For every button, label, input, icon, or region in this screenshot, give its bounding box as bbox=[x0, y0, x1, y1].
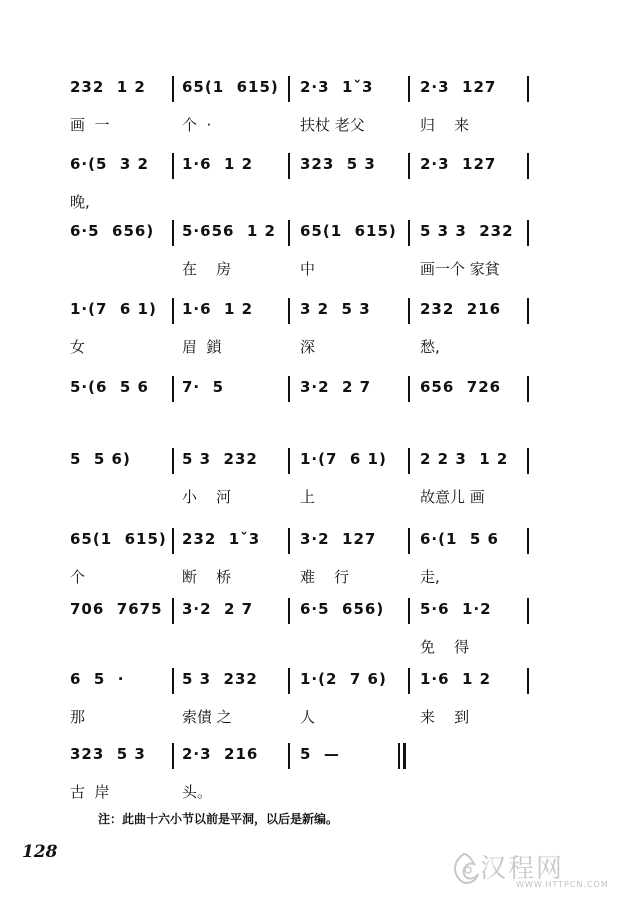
bar-line bbox=[288, 76, 290, 102]
lyric-text: 画一个 家貧 bbox=[420, 260, 500, 278]
measure-notes: 5·(6 5 6 bbox=[70, 378, 149, 396]
measure-notes: 5 — bbox=[300, 745, 340, 763]
lyric-text: 小 河 bbox=[182, 488, 232, 506]
bar-line bbox=[172, 376, 174, 402]
score-system bbox=[0, 530, 630, 610]
measure-notes: 6·5 656) bbox=[70, 222, 155, 240]
lyric-text: 走, bbox=[420, 568, 440, 586]
lyric-text: 索債 之 bbox=[182, 708, 232, 726]
bar-line bbox=[408, 598, 410, 624]
bar-line bbox=[527, 220, 529, 246]
measure-notes: 3 2 5 3 bbox=[300, 300, 371, 318]
bar-line bbox=[172, 76, 174, 102]
measure-notes: 656 726 bbox=[420, 378, 502, 396]
bar-line bbox=[288, 153, 290, 179]
bar-line bbox=[408, 376, 410, 402]
bar-line bbox=[408, 153, 410, 179]
final-bar-line bbox=[403, 743, 406, 769]
bar-line bbox=[288, 376, 290, 402]
lyric-text: 上 bbox=[300, 488, 316, 506]
measure-notes: 2·3 127 bbox=[420, 155, 497, 173]
measure-notes: 232 216 bbox=[420, 300, 502, 318]
bar-line bbox=[527, 376, 529, 402]
measure-notes: 3·2 2 7 bbox=[182, 600, 254, 618]
lyric-text: 人 bbox=[300, 708, 316, 726]
measure-notes: 6·(1 5 6 bbox=[420, 530, 499, 548]
measure-notes: 5·6 1·2 bbox=[420, 600, 492, 618]
lyric-text: 在 房 bbox=[182, 260, 232, 278]
bar-line bbox=[172, 153, 174, 179]
lyric-text: 中 bbox=[300, 260, 316, 278]
measure-notes: 706 7675 bbox=[70, 600, 163, 618]
bar-line bbox=[408, 448, 410, 474]
score-system bbox=[0, 600, 630, 680]
bar-line bbox=[288, 743, 290, 769]
lyric-text: 断 桥 bbox=[182, 568, 232, 586]
measure-notes: 1·6 1 2 bbox=[182, 155, 254, 173]
score-system bbox=[0, 670, 630, 750]
score-system bbox=[0, 222, 630, 302]
bar-line bbox=[408, 76, 410, 102]
lyric-text: 免 得 bbox=[420, 638, 470, 656]
measure-notes: 7· 5 bbox=[182, 378, 225, 396]
lyric-text: 那 bbox=[70, 708, 86, 726]
bar-line bbox=[408, 298, 410, 324]
bar-line bbox=[172, 598, 174, 624]
measure-notes: 5·656 1 2 bbox=[182, 222, 276, 240]
measure-notes: 6 5 · bbox=[70, 670, 125, 688]
measure-notes: 3·2 127 bbox=[300, 530, 377, 548]
measure-notes: 323 5 3 bbox=[300, 155, 376, 173]
footnote: 注：此曲十六小节以前是平洞，以后是新编。 bbox=[98, 812, 339, 826]
score-system bbox=[0, 300, 630, 380]
score-system bbox=[0, 450, 630, 530]
measure-notes: 2·3 1ˇ3 bbox=[300, 78, 374, 96]
bar-line bbox=[527, 528, 529, 554]
measure-notes: 232 1ˇ3 bbox=[182, 530, 261, 548]
bar-line bbox=[527, 153, 529, 179]
lyric-text: 画 一 bbox=[70, 116, 110, 134]
lyric-text: 归 来 bbox=[420, 116, 470, 134]
measure-notes: 6·5 656) bbox=[300, 600, 385, 618]
watermark-logo-icon bbox=[446, 850, 482, 890]
lyric-text: 愁, bbox=[420, 338, 440, 356]
bar-line bbox=[398, 743, 400, 769]
bar-line bbox=[172, 298, 174, 324]
lyric-text: 扶杖 老父 bbox=[300, 116, 365, 134]
watermark-url: WWW.HTTPCN.COM bbox=[516, 880, 609, 889]
bar-line bbox=[527, 448, 529, 474]
lyric-text: 深 bbox=[300, 338, 316, 356]
measure-notes: 2·3 216 bbox=[182, 745, 259, 763]
measure-notes: 65(1 615) bbox=[300, 222, 397, 240]
measure-notes: 5 3 232 bbox=[182, 450, 258, 468]
watermark-text: 汉程网 bbox=[480, 854, 565, 884]
bar-line bbox=[408, 528, 410, 554]
bar-line bbox=[527, 598, 529, 624]
lyric-text: 头。 bbox=[182, 783, 213, 801]
measure-notes: 5 3 3 232 bbox=[420, 222, 514, 240]
measure-notes: 3·2 2 7 bbox=[300, 378, 372, 396]
bar-line bbox=[527, 76, 529, 102]
bar-line bbox=[172, 668, 174, 694]
measure-notes: 1·6 1 2 bbox=[420, 670, 492, 688]
lyric-text: 故意儿 画 bbox=[420, 488, 485, 506]
lyric-text: 晚, bbox=[70, 193, 90, 211]
bar-line bbox=[527, 668, 529, 694]
bar-line bbox=[288, 448, 290, 474]
bar-line bbox=[288, 668, 290, 694]
measure-notes: 1·(2 7 6) bbox=[300, 670, 387, 688]
score-system bbox=[0, 78, 630, 158]
lyric-text: 眉 鎖 bbox=[182, 338, 222, 356]
measure-notes: 2·3 127 bbox=[420, 78, 497, 96]
bar-line bbox=[408, 668, 410, 694]
lyric-text: 个 bbox=[70, 568, 86, 586]
measure-notes: 232 1 2 bbox=[70, 78, 146, 96]
bar-line bbox=[288, 298, 290, 324]
measure-notes: 1·(7 6 1) bbox=[70, 300, 157, 318]
measure-notes: 65(1 615) bbox=[70, 530, 167, 548]
measure-notes: 6·(5 3 2 bbox=[70, 155, 149, 173]
bar-line bbox=[172, 448, 174, 474]
bar-line bbox=[288, 220, 290, 246]
lyric-text: 来 到 bbox=[420, 708, 470, 726]
lyric-text: 难 行 bbox=[300, 568, 350, 586]
measure-notes: 5 5 6) bbox=[70, 450, 131, 468]
lyric-text: 女 bbox=[70, 338, 86, 356]
measure-notes: 1·(7 6 1) bbox=[300, 450, 387, 468]
bar-line bbox=[288, 598, 290, 624]
measure-notes: 323 5 3 bbox=[70, 745, 146, 763]
bar-line bbox=[172, 220, 174, 246]
measure-notes: 5 3 232 bbox=[182, 670, 258, 688]
bar-line bbox=[408, 220, 410, 246]
score-system bbox=[0, 378, 630, 458]
measure-notes: 2 2 3 1 2 bbox=[420, 450, 509, 468]
lyric-text: 古 岸 bbox=[70, 783, 110, 801]
bar-line bbox=[172, 528, 174, 554]
page-number: 128 bbox=[22, 842, 58, 862]
bar-line bbox=[527, 298, 529, 324]
bar-line bbox=[172, 743, 174, 769]
lyric-text: 个 · bbox=[182, 116, 212, 134]
measure-notes: 65(1 615) bbox=[182, 78, 279, 96]
measure-notes: 1·6 1 2 bbox=[182, 300, 254, 318]
bar-line bbox=[288, 528, 290, 554]
